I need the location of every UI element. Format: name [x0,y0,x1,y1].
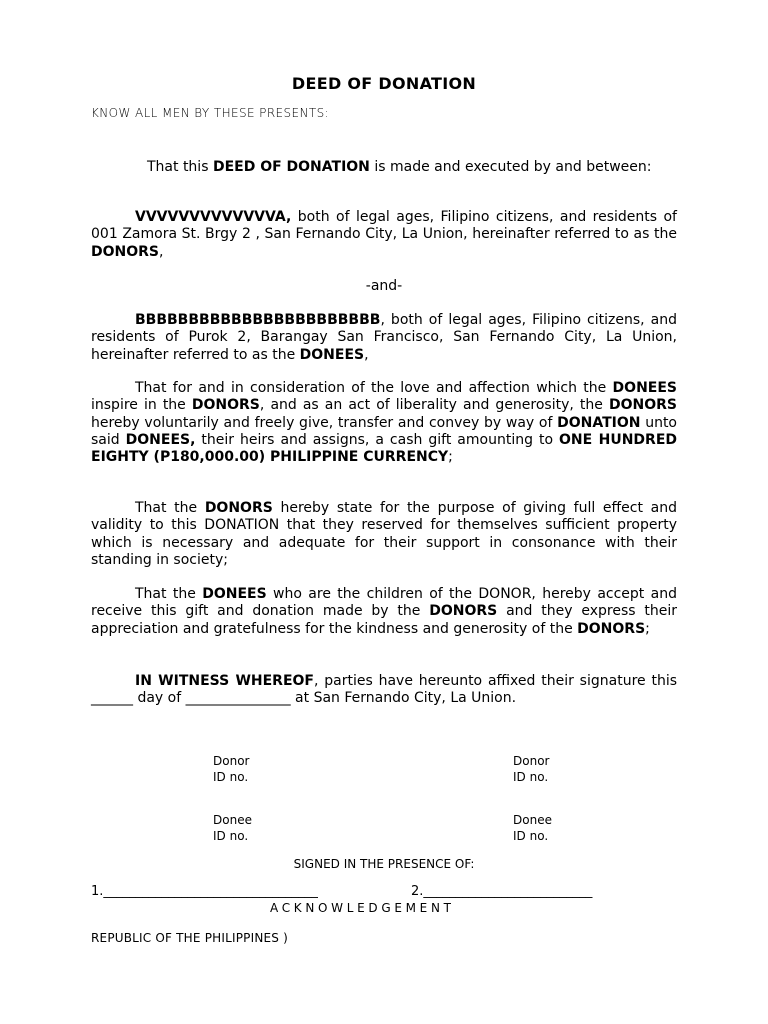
p2-bold-1: VVVVVVVVVVVVVA, [135,209,292,225]
paragraph-donors [91,209,677,261]
and-separator: -and- [365,278,403,294]
signature-role: Donee [213,813,252,827]
witness-line-2: 2.__________________________ [411,884,593,899]
p4-bold-3: DONORS [608,397,677,414]
p4-text-2: inspire in the [91,397,192,414]
p4-text-6: their heirs and assigns, a cash gift amounting to [195,431,560,448]
p2-text-1: both of legal ages, Filipino citizens, and residents of 001 Zamora St. Brgy 2 , San Fernando City, La Union, hereinafter referred to as the [91,209,677,243]
p4-bold-4: DONATION [557,414,641,431]
signature-donee-left [213,812,252,844]
paragraph-donees [91,312,677,364]
p4-bold-5: DONEES, [125,431,196,448]
p3-text-2: , [364,346,369,363]
p7-text-1: , parties have hereunto affixed their signature this ______ day of _______________ at San Fernando City, La Union. [91,673,677,707]
p4-text-1: That for and in consideration of the love and affection which the [135,380,613,396]
p1-text-2: is made and executed by and between: [369,159,652,175]
p2-text-2: , [159,243,164,260]
p3-bold-1: BBBBBBBBBBBBBBBBBBBBBBB [135,312,381,328]
signature-donor-left [213,753,249,785]
signature-id: ID no. [213,829,249,843]
p4-text-4: hereby voluntarily and freely give, transfer and convey by way of [91,414,558,431]
paragraph-acceptance [91,586,677,638]
paragraph-consideration [91,380,677,466]
know-all-men-heading: KNOW ALL MEN BY THESE PRESENTS: [91,106,330,120]
witness-line-1: 1._________________________________ [91,884,318,899]
p6-text-2: who are the children of the DONOR, hereby accept and receive this gift and donation made by the [91,586,678,620]
p2-bold-2: DONORS [91,243,160,260]
p6-bold-2: DONORS [429,603,498,620]
signature-id: ID no. [513,829,549,843]
signature-role: Donor [213,754,250,768]
document-title: DEED OF DONATION [291,74,477,93]
signature-role: Donee [513,813,552,827]
p1-bold-1: DEED OF DONATION [212,159,370,175]
paragraph-reservation [91,500,677,569]
p4-bold-1: DONEES [612,380,677,396]
signature-donor-right [513,753,549,785]
p5-text-1: That the [135,500,205,516]
signature-id: ID no. [213,770,249,784]
signature-id: ID no. [513,770,549,784]
paragraph-witness [91,673,677,708]
p6-bold-1: DONEES [202,586,267,602]
p4-text-7: ; [448,449,453,466]
paragraph-intro [91,159,677,176]
signature-donee-right [513,812,552,844]
p4-bold-2: DONORS [191,397,260,414]
p6-text-1: That the [135,586,203,602]
p6-text-4: ; [645,620,650,637]
p6-bold-3: DONORS [577,620,646,637]
signed-in-presence-heading: SIGNED IN THE PRESENCE OF: [293,857,475,871]
p7-bold-1: IN WITNESS WHEREOF [135,673,314,689]
p4-text-3: , and as an act of liberality and generosity, the [259,397,609,414]
p5-bold-1: DONORS [204,500,273,516]
p1-text-1: That this [147,159,213,175]
p3-text-1: , both of legal ages, Filipino citizens, and residents of Purok 2, Barangay San Francisco, San Fernando City, La Union, hereinafter referred to as the [91,312,677,363]
acknowledgement-heading: ACKNOWLEDGEMENT [270,901,455,915]
signature-role: Donor [513,754,550,768]
p5-text-2: hereby state for the purpose of giving full effect and validity to this DONATION that they reserved for themselves sufficient property which is necessary and adequate for their support in consonance with their standing in society; [91,500,677,568]
p6-text-3: and they express their appreciation and gratefulness for the kindness and generosity of the [91,603,677,637]
p4-text-5: unto said [91,414,677,448]
p3-bold-2: DONEES [299,346,365,363]
p4-bold-6: ONE HUNDRED EIGHTY (P180,000.00) PHILIPPINE CURRENCY [91,431,678,466]
republic-heading: REPUBLIC OF THE PHILIPPINES ) [91,931,289,945]
